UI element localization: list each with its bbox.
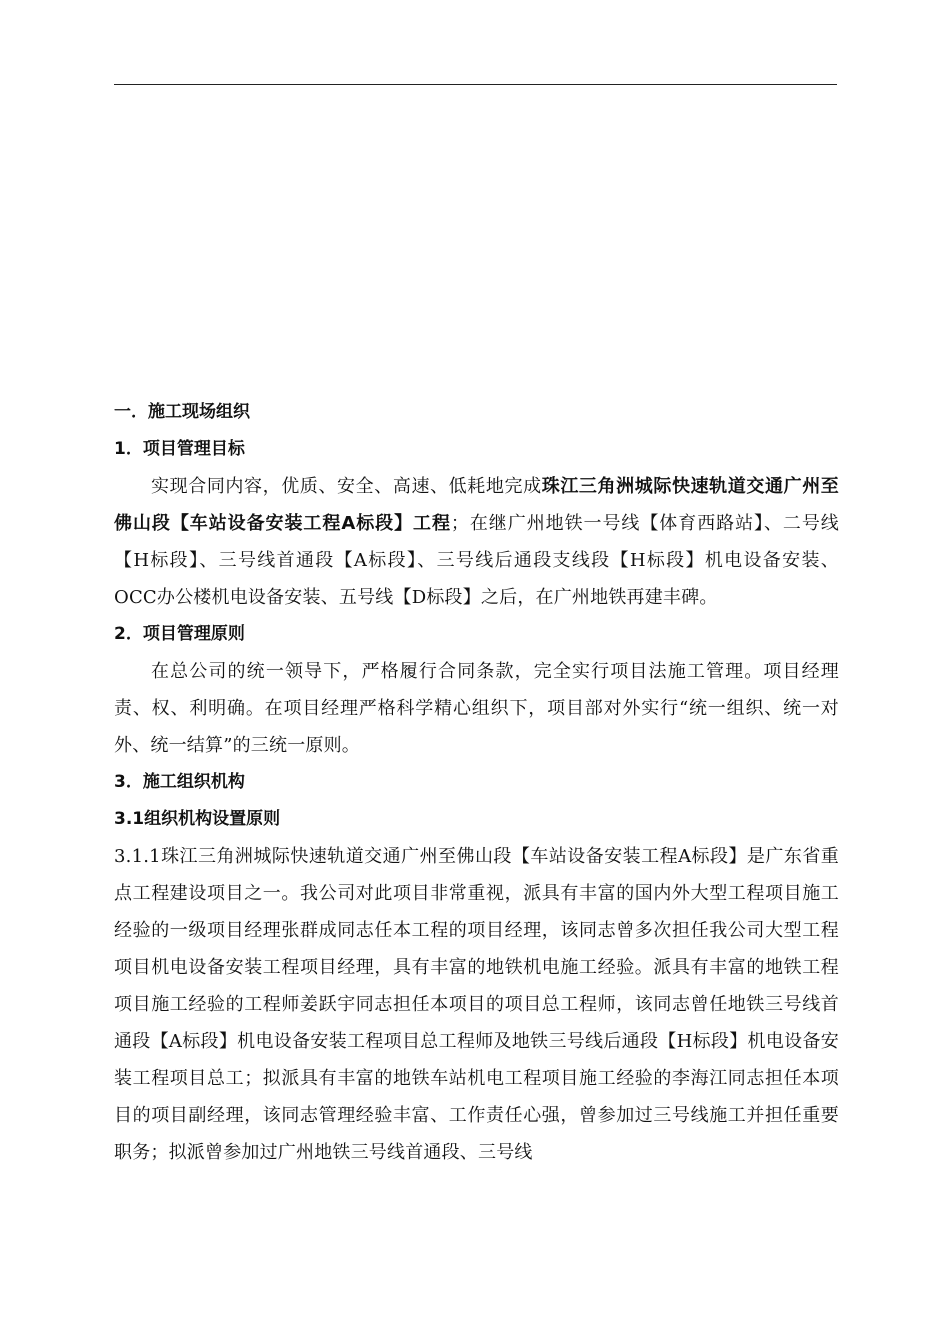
org-heading: 3．施工组织机构: [114, 772, 245, 792]
org-subheading: 3.1组织机构设置原则: [114, 809, 281, 829]
header-rule: [114, 84, 837, 85]
principle-heading: 2．项目管理原则: [114, 624, 245, 644]
goal-paragraph: [114, 468, 839, 616]
goal-heading: 1．项目管理目标: [114, 439, 245, 459]
goal-text-after: ；在继广州地铁一号线【体育西路站】、二号线【H标段】、三号线首通段【A标段】、三号线后通段支线段【H标段】机电设备安装、OCC办公楼机电设备安装、五号线【D标段】之后，在广州地铁再建丰碑。: [114, 513, 839, 608]
document-body: [114, 394, 839, 1171]
goal-text-before: 实现合同内容，优质、安全、高速、低耗地完成: [151, 476, 542, 497]
org-paragraph: 3.1.1珠江三角洲城际快速轨道交通广州至佛山段【车站设备安装工程A标段】是广东省重点工程建设项目之一。我公司对此项目非常重视，派具有丰富的国内外大型工程项目施工经验的一级项目经理张群成同志任本工程的项目经理，该同志曾多次担任我公司大型工程项目机电设备安装工程项目经理，具有丰富的地铁机电施工经验。派具有丰富的地铁工程项目施工经验的工程师姜跃宇同志担任本项目的项目总工程师，该同志曾任地铁三号线首通段【A标段】机电设备安装工程项目总工程师及地铁三号线后通段【H标段】机电设备安装工程项目总工；拟派具有丰富的地铁车站机电工程项目施工经验的李海江同志担任本项目的项目副经理，该同志管理经验丰富、工作责任心强，曾参加过三号线施工并担任重要职务；拟派曾参加过广州地铁三号线首通段、三号线: [114, 846, 839, 1163]
principle-paragraph: 在总公司的统一领导下，严格履行合同条款，完全实行项目法施工管理。项目经理责、权、利明确。在项目经理严格科学精心组织下，项目部对外实行“统一组织、统一对外、统一结算”的三统一原则。: [114, 661, 839, 756]
section-title: 一．施工现场组织: [114, 402, 250, 422]
project-name: 珠江三角洲城际快速轨道交通广州至佛山段【车站设备安装工程A标段】工程: [114, 476, 839, 534]
